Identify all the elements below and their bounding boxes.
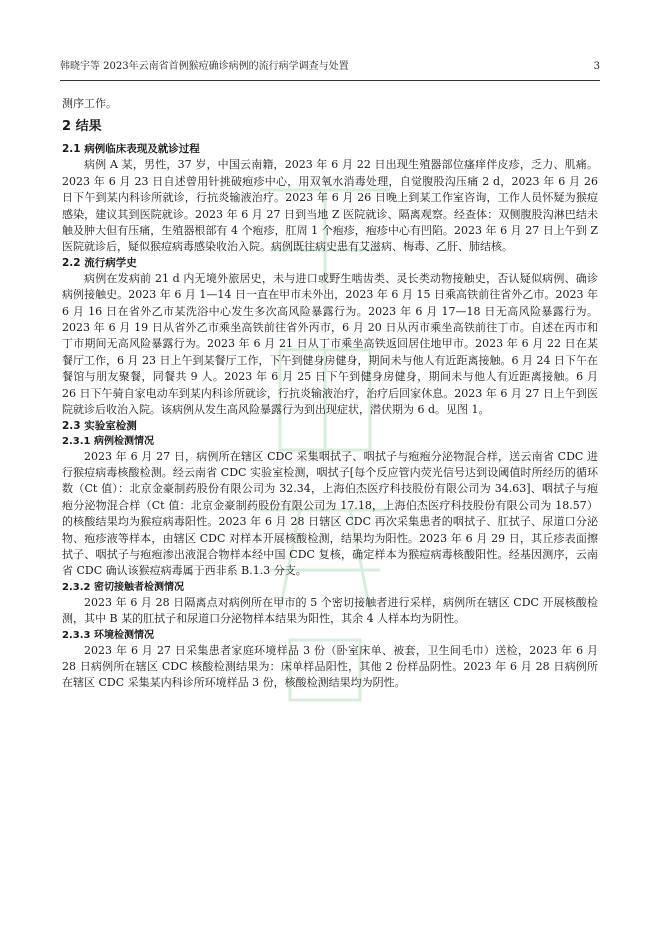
header-rule xyxy=(60,80,600,81)
running-header xyxy=(60,60,600,74)
intro-line: 测序工作。 xyxy=(62,97,117,110)
page-number: 3 xyxy=(593,61,600,72)
section-2-3-2-heading: 2.3.2 密切接触者检测情况 xyxy=(62,581,184,593)
section-2-3-1-paragraph: 2023 年 6 月 27 日，病例所在辖区 CDC 采集咽拭子、咽拭子与疱疱分泌物混合样，送云南省 CDC 进行猴痘病毒核酸检测。经云南省 CDC 实验室检测，咽拭子[每个反应管内荧光信号达到设阈值时所经历的循环数（Ct 值）：北京金豪制药股份有限公司为 32.34，上海伯杰医疗科技股份有限公司为 34.63]、咽拭子与疱疱分泌物混合样（Ct 值：北京金豪制药股份有限公司为 17.18，上海伯杰医疗科技股份有限公司为 18.57）的核酸结果均为猴痘病毒阳性。2023 年 6 月 28 日辖区 CDC 再次采集患者的咽拭子、肛拭子、尿道口分泌物、疱疹液等样本，由辖区 CDC 对样本开展核酸检测，结果均为阳性。2023 年 6 月 29 日，其丘疹表面擦拭子、咽拭子与疱疱渗出液混合物样本经中国 CDC 复核，确定样本为猴痘病毒核酸阳性。经基因测序，云南省 CDC 确认该猴痘病毒属于西非系 B.1.3 分支。 xyxy=(62,449,598,578)
section-2-2-heading: 2.2 流行病学史 xyxy=(62,256,137,269)
section-2-1-paragraph: 病例 A 某，男性，37 岁，中国云南籍，2023 年 6 月 22 日出现生殖器部位瘙痒伴皮疹，乏力、肌痛。2023 年 6 月 23 日自述曾用针挑破疱疹中心，用双氧水消毒处理，自觉腹股沟压痛 2 d，2023 年 6 月 26 日下午到某内科诊所就诊，行抗炎输液治疗。2023 年 6 月 26 日晚上到某工作室咨询，工作人员怀疑为猴痘感染，建议其到医院就诊。2023 年 6 月 27 日到当地 Z 医院就诊、隔离观察。经查体：双侧腹股沟淋巴结未触及肿大但有压痛，生殖器根部有 4 个疱疹，肛周 1 个疱疹，疱疹中心有凹陷。2023 年 6 月 27 日上午到 Z 医院就诊后，疑似猴痘病毒感染收治入院。病例既往病史患有艾滋病、梅毒、乙肝、肺结核。 xyxy=(62,158,598,254)
section-2-2-paragraph: 病例在发病前 21 d 内无境外旅居史，未与进口或野生啮齿类、灵长类动物接触史，否认疑似病例、确诊病例接触史。2023 年 6 月 1—14 日一直在甲市未外出，2023 年 6 月 15 日乘高铁前往省外乙市。2023 年 6 月 16 日在省外乙市某洗浴中心发生多次高风险暴露行为。2023 年 6 月 17—18 日无高风险暴露行为。2023 年 6 月 19 日从省外乙市乘坐高铁前往省外丙市，6 月 20 日从丙市乘坐高铁前往丁市。自述在丙市和丁市期间无高风险暴露行为。2023 年 6 月 21 日从丁市乘坐高铁返回居住地甲市。2023 年 6 月 22 日在某餐厅工作，6 月 23 日上午到某餐厅工作，下午到健身房健身，期间未与他人有近距离接触。6 月 24 日下午在餐馆与朋友聚餐，同餐共 9 人。2023 年 6 月 25 日下午到健身房健身，期间未与他人有近距离接触。6 月 26 日下午骑自家电动车到某内科诊所就诊，行抗炎输液治疗，治疗后回家休息。2023 年 6 月 27 日上午到医院就诊后收治入院。该病例从发生高风险暴露行为到出现症状，潜伏期为 6 d。见图 1。 xyxy=(62,271,598,417)
section-2-heading: 2 结果 xyxy=(62,119,102,135)
section-2-3-heading: 2.3 实验室检测 xyxy=(62,419,137,432)
article-body xyxy=(62,96,598,692)
section-2-3-3-heading: 2.3.3 环境检测情况 xyxy=(62,629,154,641)
running-header-title: 韩晓宇等 2023年云南省首例猴痘确诊病例的流行病学调查与处置 xyxy=(60,61,349,72)
section-2-3-1-heading: 2.3.1 病例检测情况 xyxy=(62,435,154,447)
section-2-3-2-paragraph: 2023 年 6 月 28 日隔离点对病例所在甲市的 5 个密切接触者进行采样，病例所在辖区 CDC 开展核酸检测，其中 B 某的肛拭子和尿道口分泌物样本结果为阳性，其余 4 人样本均为阴性。 xyxy=(62,595,598,626)
section-2-3-3-paragraph: 2023 年 6 月 27 日采集患者家庭环境样品 3 份（卧室床单、被套，卫生间毛巾）送检，2023 年 6 月 28 日病例所在辖区 CDC 核酸检测结果为：床单样品阳性，其他 2 份样品阴性。2023 年 6 月 28 日病例所在辖区 CDC 采集某内科诊所环境样品 3 份，核酸检测结果均为阴性。 xyxy=(62,643,598,690)
section-2-1-heading: 2.1 病例临床表现及就诊过程 xyxy=(62,143,200,156)
